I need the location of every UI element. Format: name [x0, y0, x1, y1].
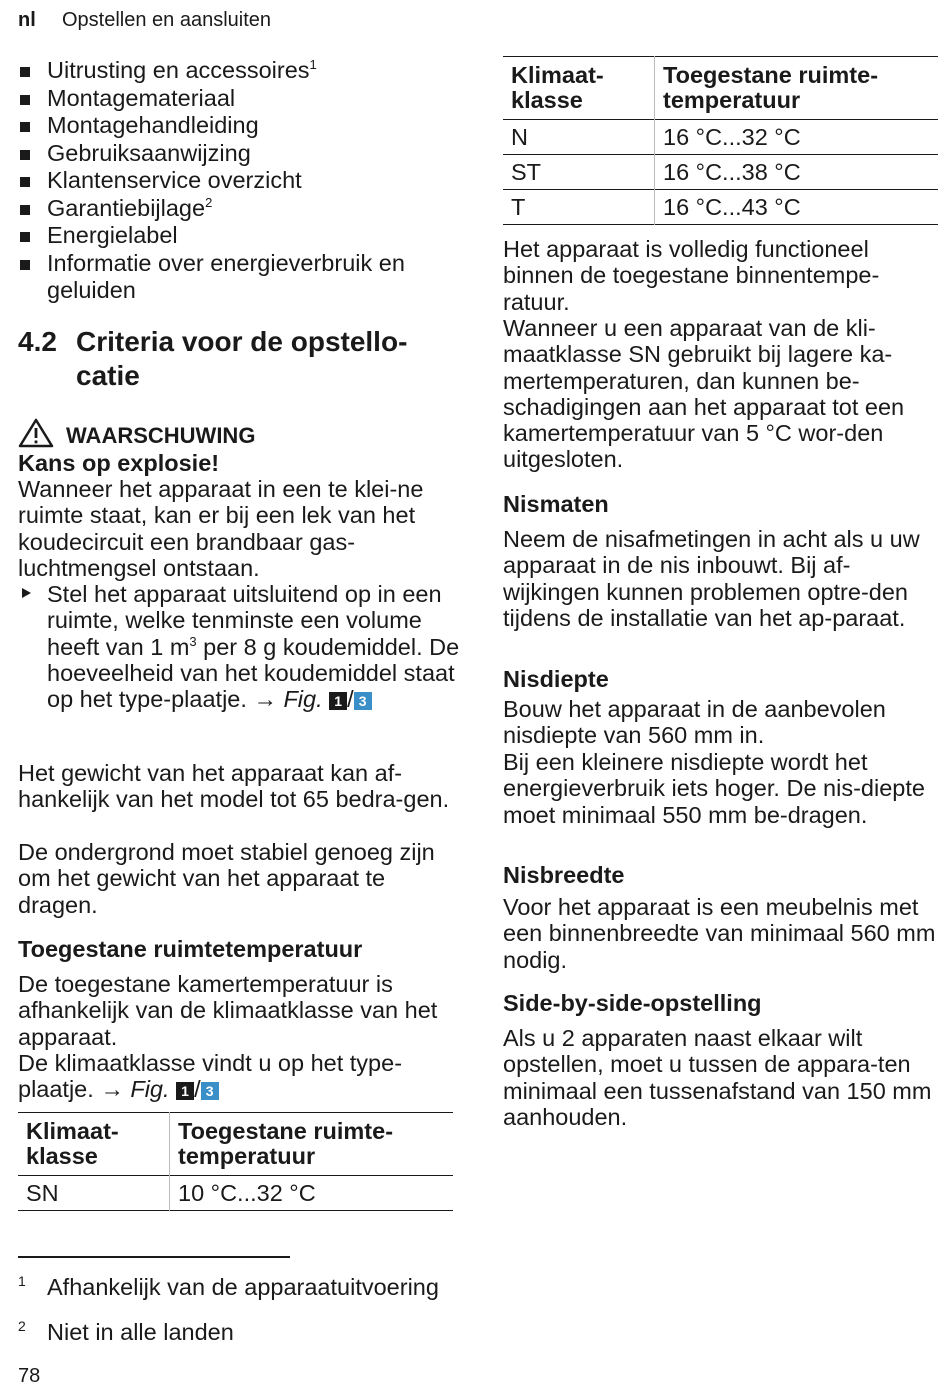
warning-subtitle: Kans op explosie! — [18, 450, 220, 476]
warning-label: WAARSCHUWING — [66, 423, 256, 448]
nismaten-paragraph: Neem de nisafmetingen in acht als u uw apparaat in de nis inbouwt. Bij af-wijkingen kunnen problemen optre-den tijdens de installatie van het ap-paraat. — [503, 526, 920, 631]
sidebyside-paragraph: Als u 2 apparaten naast elkaar wilt opstellen, moet u tussen de appara-ten minimaal een tussenafstand van 150 mm aanhouden. — [503, 1025, 932, 1130]
nisbreedte-paragraph: Voor het apparaat is een meubelnis met een binnenbreedte van minimaal 560 mm nodig. — [503, 894, 936, 973]
climate-sn-paragraph: Wanneer u een apparaat van de kli-maatklasse SN gebruikt bij lagere ka-mertemperaturen, dan kunnen be-schadigingen aan het apparaat tot een kamertemperatuur van 5 °C wor-den uitgesloten. — [503, 315, 905, 473]
table-row — [18, 1176, 453, 1211]
list-item: Garantiebijlage$^2$ — [18, 195, 458, 223]
footnote-2: 2 Niet in alle landen — [18, 1318, 234, 1345]
col-temperature: Toegestane ruimte-temperatuur — [663, 62, 879, 113]
cell-temperature: 16 °C...38 °C — [663, 159, 801, 185]
col-temperature: Toegestane ruimte-temperatuur — [178, 1118, 394, 1169]
cell-class: ST — [503, 155, 655, 190]
list-item: Gebruiksaanwijzing — [18, 140, 458, 168]
nisdiepte-paragraph-1: Bouw het apparaat in de aanbevolen nisdiepte van 560 mm in. — [503, 696, 886, 749]
warning-action: Stel het apparaat uitsluitend op in een ruimte, welke tenminste een volume heeft van 1 $m^3$ per 8 g koudemiddel. De hoeveelheid van het koudemiddel staat op het type-plaatje. → Fig. 1 / 3 — [18, 581, 472, 712]
cell-temperature: 16 °C...32 °C — [663, 124, 801, 150]
list-item: Montagemateriaal — [18, 85, 458, 113]
section-number: 4.2 — [18, 326, 57, 357]
table-header-row — [503, 57, 938, 120]
figure-reference: → Fig. 1 / 3 — [100, 1076, 218, 1102]
warning-text: Wanneer het apparaat in een te klei-ne ruimte staat, kan er bij een lek van het koudecircuit een brandbaar gas-luchtmengsel ontstaan. — [18, 476, 424, 581]
cell-class: N — [503, 120, 655, 155]
list-item: Montagehandleiding — [18, 112, 458, 140]
col-climate-class: Klimaat-klasse — [18, 1113, 170, 1176]
figure-badge-3: 3 — [354, 692, 372, 710]
page-number: 78 — [18, 1365, 41, 1387]
weight-paragraph: Het gewicht van het apparaat kan af-hankelijk van het model tot 65 bedra-gen. — [18, 760, 450, 813]
table-row — [503, 120, 938, 155]
list-item: Uitrusting en accessoires$^1$ — [18, 57, 458, 85]
nisdiepte-heading: Nisdiepte — [503, 666, 609, 692]
col-climate-class: Klimaat-klasse — [503, 57, 655, 120]
climate-table-left — [18, 1112, 453, 1211]
list-item: Informatie over energieverbruik en geluiden — [18, 250, 458, 305]
cell-temperature: 16 °C...43 °C — [663, 194, 801, 220]
temperature-paragraph: De toegestane kamertemperatuur is afhankelijk van de klimaatklasse van het apparaat. — [18, 971, 438, 1050]
action-arrow-icon — [22, 588, 31, 598]
sidebyside-heading: Side-by-side-opstelling — [503, 990, 762, 1016]
footnote-divider — [18, 1256, 290, 1258]
nisdiepte-paragraph-2: Bij een kleinere nisdiepte wordt het energieverbruik iets hoger. De nis-diepte moet minimaal 550 mm be-dragen. — [503, 749, 925, 828]
figure-badge-1: 1 — [176, 1082, 194, 1100]
section-title: Criteria voor de opstello-catie — [76, 326, 408, 391]
table-row — [503, 155, 938, 190]
chapter-title: Opstellen en aansluiten — [62, 9, 272, 31]
cell-class: SN — [18, 1176, 170, 1211]
warning-heading — [18, 418, 255, 454]
list-item: Klantenservice overzicht — [18, 167, 458, 195]
figure-badge-1: 1 — [329, 692, 347, 710]
floor-paragraph: De ondergrond moet stabiel genoeg zijn om het gewicht van het apparaat te dragen. — [18, 839, 435, 918]
warning-triangle-icon — [18, 418, 54, 454]
language-code: nl — [18, 9, 36, 31]
cell-class: T — [503, 190, 655, 225]
list-item: Energielabel — [18, 222, 458, 250]
nisbreedte-heading: Nisbreedte — [503, 862, 625, 888]
cell-temperature: 10 °C...32 °C — [178, 1180, 316, 1206]
figure-badge-3: 3 — [201, 1082, 219, 1100]
temperature-heading: Toegestane ruimtetemperatuur — [18, 936, 363, 962]
equipment-list — [18, 57, 458, 305]
figure-reference: → Fig. 1 / 3 — [253, 686, 371, 712]
footnote-1: 1 Afhankelijk van de apparaatuitvoering — [18, 1273, 439, 1300]
climate-table-right — [503, 56, 938, 225]
functional-paragraph: Het apparaat is volledig functioneel binnen de toegestane binnentempe-ratuur. — [503, 236, 880, 315]
table-row — [503, 190, 938, 225]
table-header-row — [18, 1113, 453, 1176]
climate-class-paragraph: De klimaatklasse vindt u op het type-plaatje. → Fig. 1 / 3 — [18, 1050, 403, 1103]
nismaten-heading: Nismaten — [503, 491, 609, 517]
